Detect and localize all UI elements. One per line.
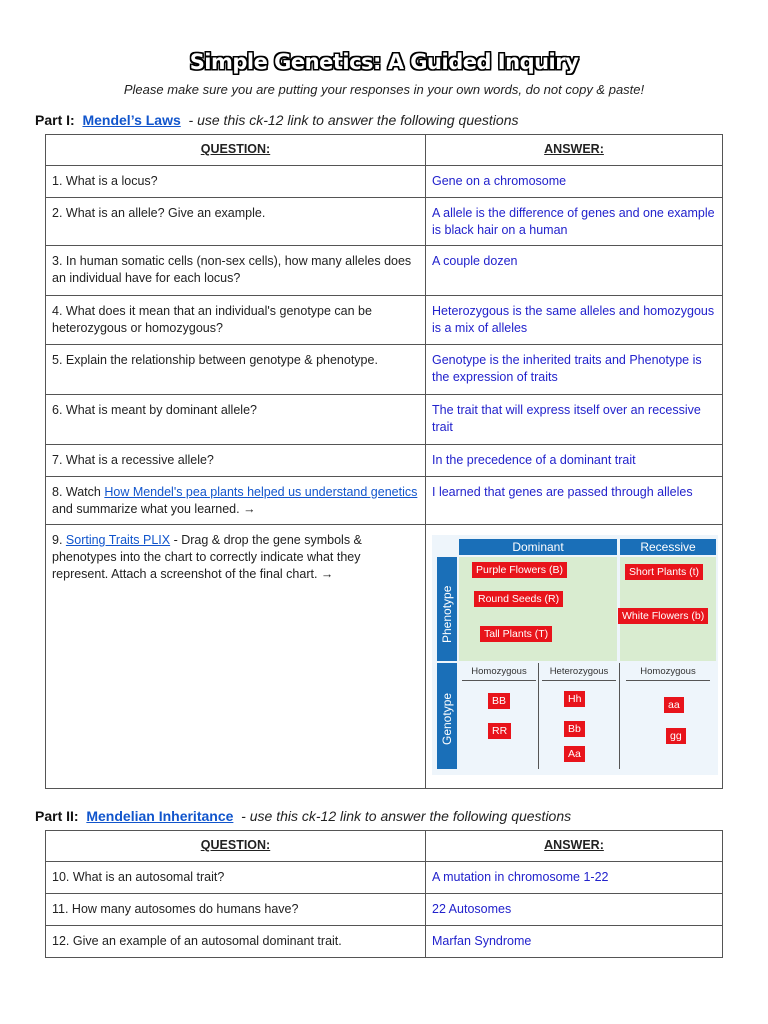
divider <box>538 663 539 769</box>
mendels-laws-link[interactable]: Mendel’s Laws <box>82 112 181 128</box>
homozygous-dominant-label: Homozygous <box>471 666 527 677</box>
question-suffix: and summarize what you learned. → <box>52 502 256 516</box>
divider <box>462 680 536 681</box>
round-seeds-tag[interactable]: Round Seeds (R) <box>474 591 563 607</box>
question-prefix: 8. Watch <box>52 485 105 499</box>
answer-cell[interactable]: A mutation in chromosome 1-22 <box>426 862 723 894</box>
question-cell: 3. In human somatic cells (non-sex cells), how many alleles does an individual have for each locus? <box>46 246 426 296</box>
bb-genotype-tag[interactable]: BB <box>488 693 510 709</box>
tall-plants-tag[interactable]: Tall Plants (T) <box>480 626 552 642</box>
aa-rec-genotype-tag[interactable]: aa <box>664 697 684 713</box>
gg-rec-genotype-tag[interactable]: gg <box>666 728 686 744</box>
question-suffix: - Drag & drop the gene symbols & phenotypes into the chart to correctly indicate what they represent. Attach a screenshot of the final chart. → <box>52 533 362 581</box>
table-row <box>46 395 723 445</box>
sorting-traits-chart <box>432 535 718 775</box>
sorting-traits-link[interactable]: Sorting Traits PLIX <box>65 533 171 547</box>
question-cell <box>46 525 426 789</box>
answer-cell[interactable]: Marfan Syndrome <box>426 926 723 958</box>
part-two-heading <box>35 808 571 824</box>
white-flowers-tag[interactable]: White Flowers (b) <box>618 608 708 624</box>
heterozygous-label: Heterozygous <box>549 666 609 677</box>
question-cell: 12. Give an example of an autosomal dominant trait. <box>46 926 426 958</box>
table-row <box>46 445 723 477</box>
part-two-label: Part II: <box>35 808 79 824</box>
bb-het-genotype-tag[interactable]: Bb <box>564 721 585 737</box>
question-cell: 2. What is an allele? Give an example. <box>46 198 426 246</box>
answer-cell[interactable]: I learned that genes are passed through alleles <box>426 477 723 525</box>
answer-header: ANSWER: <box>426 135 723 166</box>
aa-het-genotype-tag[interactable]: Aa <box>564 746 585 762</box>
table-row <box>46 198 723 246</box>
answer-cell[interactable]: Heterozygous is the same alleles and homozygous is a mix of alleles <box>426 296 723 345</box>
question-prefix: 9. <box>52 533 66 547</box>
homozygous-recessive-label: Homozygous <box>640 666 696 677</box>
rr-genotype-tag[interactable]: RR <box>488 723 511 739</box>
table-row <box>46 894 723 926</box>
table-row <box>46 926 723 958</box>
purple-flowers-tag[interactable]: Purple Flowers (B) <box>472 562 567 578</box>
page-title: Simple Genetics: A Guided Inquiry <box>189 50 579 74</box>
question-cell: 7. What is a recessive allele? <box>46 445 426 477</box>
answer-cell[interactable]: In the precedence of a dominant trait <box>426 445 723 477</box>
part-one-instruction: - use this ck-12 link to answer the following questions <box>184 112 519 128</box>
question-cell: 6. What is meant by dominant allele? <box>46 395 426 445</box>
divider <box>542 680 616 681</box>
dominant-header: Dominant <box>459 539 617 555</box>
answer-cell[interactable]: Genotype is the inherited traits and Phenotype is the expression of traits <box>426 345 723 395</box>
table-row <box>46 862 723 894</box>
phenotype-side <box>437 557 457 661</box>
answer-cell[interactable]: A allele is the difference of genes and one example is black hair on a human <box>426 198 723 246</box>
question-cell <box>46 477 426 525</box>
answer-cell[interactable]: 22 Autosomes <box>426 894 723 926</box>
part-two-table <box>45 830 723 958</box>
divider <box>619 663 620 769</box>
genotype-label: Genotype <box>440 692 454 745</box>
mendelian-inheritance-link[interactable]: Mendelian Inheritance <box>86 808 234 824</box>
genotype-area <box>459 663 716 769</box>
short-plants-tag[interactable]: Short Plants (t) <box>625 564 703 580</box>
mendel-video-link[interactable]: How Mendel's pea plants helped us understand genetics <box>104 485 418 499</box>
part-two-instruction: - use this ck-12 link to answer the following questions <box>237 808 572 824</box>
divider <box>626 680 710 681</box>
question-cell: 5. Explain the relationship between genotype & phenotype. <box>46 345 426 395</box>
question-header: QUESTION: <box>46 831 426 862</box>
question-cell: 11. How many autosomes do humans have? <box>46 894 426 926</box>
table-row <box>46 246 723 296</box>
answer-cell[interactable]: The trait that will express itself over an recessive trait <box>426 395 723 445</box>
answer-cell[interactable]: A couple dozen <box>426 246 723 296</box>
genotype-side <box>437 663 457 769</box>
part-one-label: Part I: <box>35 112 75 128</box>
recessive-header: Recessive <box>620 539 716 555</box>
table-row <box>46 477 723 525</box>
table-row <box>46 166 723 198</box>
hh-genotype-tag[interactable]: Hh <box>564 691 585 707</box>
page-subtitle: Please make sure you are putting your responses in your own words, do not copy & paste! <box>123 82 645 97</box>
question-cell: 1. What is a locus? <box>46 166 426 198</box>
phenotype-label: Phenotype <box>440 585 454 643</box>
question-header: QUESTION: <box>46 135 426 166</box>
part-one-heading <box>35 112 519 128</box>
question-cell: 4. What does it mean that an individual's genotype can be heterozygous or homozygous? <box>46 296 426 345</box>
answer-header: ANSWER: <box>426 831 723 862</box>
table-row <box>46 296 723 345</box>
table-row <box>46 345 723 395</box>
question-cell: 10. What is an autosomal trait? <box>46 862 426 894</box>
answer-cell[interactable]: Gene on a chromosome <box>426 166 723 198</box>
